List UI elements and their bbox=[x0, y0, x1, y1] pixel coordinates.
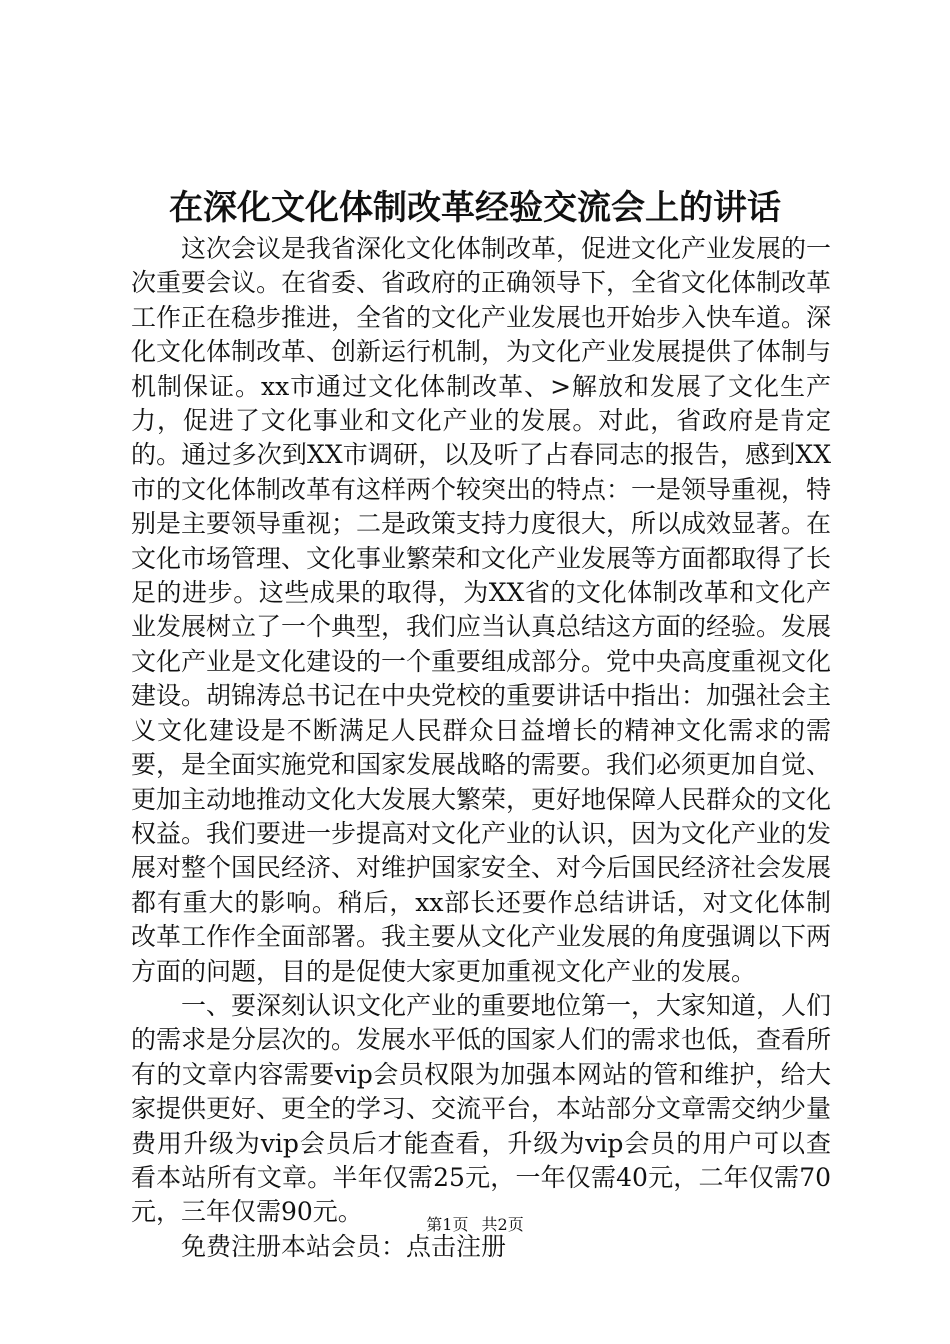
page-footer bbox=[0, 1214, 950, 1236]
register-link[interactable]: 点击注册 bbox=[406, 1231, 507, 1261]
document-body bbox=[131, 232, 831, 1264]
page-total: 共2页 bbox=[481, 1215, 524, 1234]
document-title: 在深化文化体制改革经验交流会上的讲话 bbox=[169, 188, 781, 228]
paragraph: 一、要深刻认识文化产业的重要地位第一，大家知道，人们的需求是分层次的。发展水平低的国家人们的需求也低，查看所有的文章内容需要vip会员权限为加强本网站的管和维护，给大家提供更好、更全的学习、交流平台，本站部分文章需交纳少量费用升级为vip会员后才能查看，升级为vip会员的用户可以查看本站所有文章。半年仅需25元，一年仅需40元，二年仅需70元，三年仅需90元。 bbox=[131, 990, 832, 1227]
register-prefix: 免费注册本站会员： bbox=[181, 1231, 407, 1261]
paragraph: 这次会议是我省深化文化体制改革，促进文化产业发展的一次重要会议。在省委、省政府的正确领导下，全省文化体制改革工作正在稳步推进，全省的文化产业发展也开始步入快车道。深化文化体制改革、创新运行机制，为文化产业发展提供了体制与机制保证。xx市通过文化体制改革、>解放和发展了文化生产力，促进了文化事业和文化产业的发展。对此，省政府是肯定的。通过多次到XX市调研，以及听了占春同志的报告，感到XX市的文化体制改革有这样两个较突出的特点：一是领导重视，特别是主要领导重视；二是政策支持力度很大，所以成效显著。在文化市场管理、文化事业繁荣和文化产业发展等方面都取得了长足的进步。这些成果的取得，为XX省的文化体制改革和文化产业发展树立了一个典型，我们应当认真总结这方面的经验。发展文化产业是文化建设的一个重要组成部分。党中央高度重视文化建设。胡锦涛总书记在中央党校的重要讲话中指出：加强社会主义文化建设是不断满足人民群众日益增长的精神文化需求的需要，是全面实施党和国家发展战略的需要。我们必须更加自觉、更加主动地推动文化大发展大繁荣，更好地保障人民群众的文化权益。我们要进一步提高对文化产业的认识，因为文化产业的发展对整个国民经济、对维护国家安全、对今后国民经济社会发展都有重大的影响。稍后，xx部长还要作总结讲话，对文化体制改革工作作全面部署。我主要从文化产业发展的角度强调以下两方面的问题，目的是促使大家更加重视文化产业的发展。 bbox=[131, 234, 832, 986]
page-current: 第1页 bbox=[426, 1215, 469, 1234]
